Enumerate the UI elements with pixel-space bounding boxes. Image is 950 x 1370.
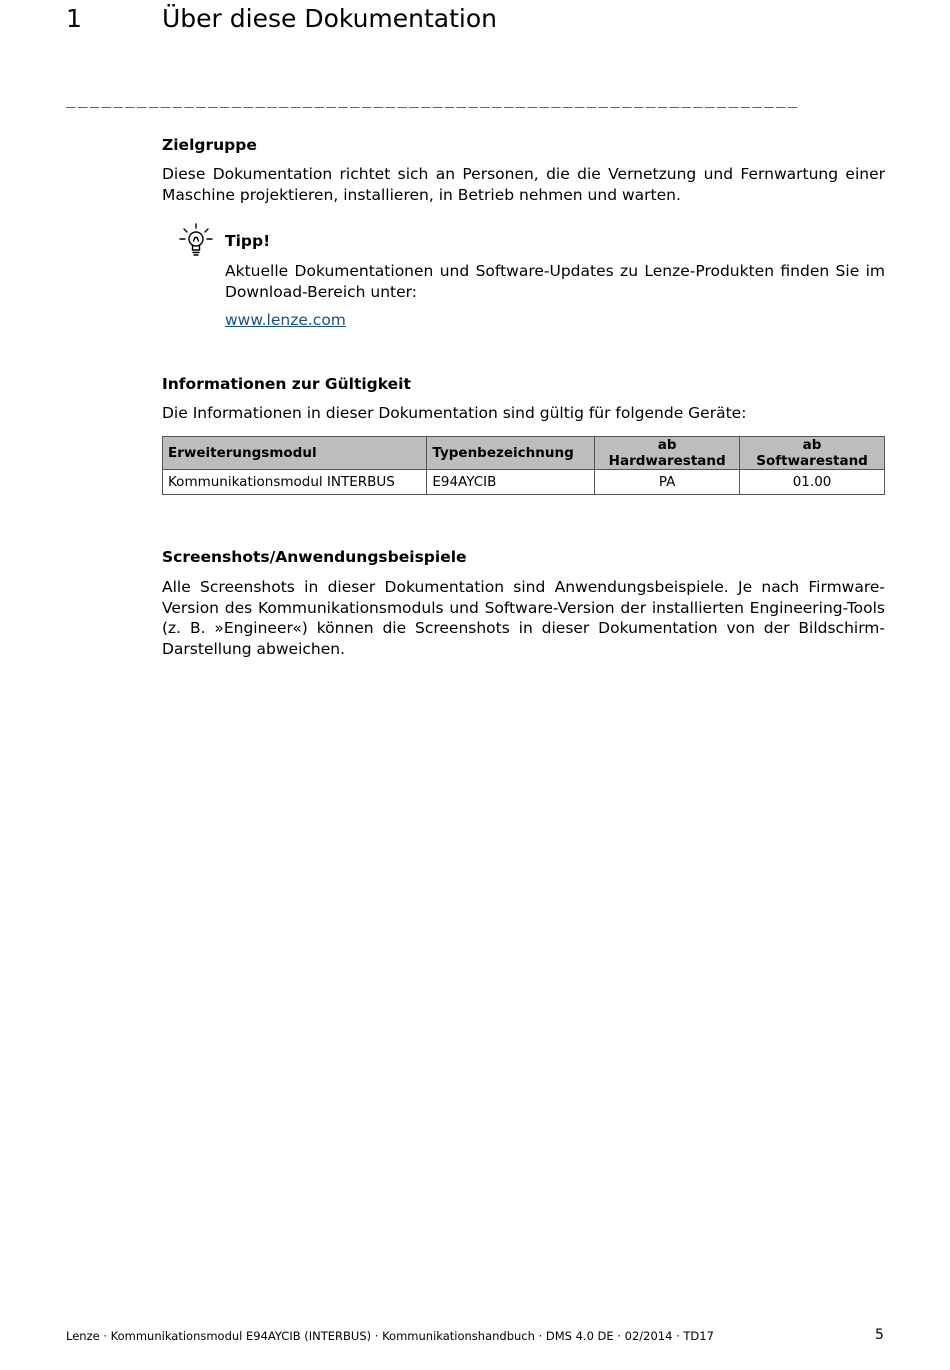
chapter-title: Über diese Dokumentation	[162, 4, 498, 33]
lightbulb-icon	[178, 222, 214, 258]
table-cell: 01.00	[740, 470, 885, 495]
table-header-row	[163, 437, 885, 470]
tip-text: Aktuelle Dokumentationen und Software-Updates zu Lenze-Produkten finden Sie im Download-Bereich unter:	[225, 262, 885, 301]
zielgruppe-heading: Zielgruppe	[162, 136, 257, 154]
column-header: ab Hardwarestand	[595, 437, 740, 470]
column-header: ab Softwarestand	[740, 437, 885, 470]
footer-text: Lenze · Kommunikationsmodul E94AYCIB (INTERBUS) · Kommunikationshandbuch · DMS 4.0 DE · 02/2014 · TD17	[66, 1329, 714, 1343]
tip-title: Tipp!	[225, 232, 271, 250]
column-header: Typenbezeichnung	[427, 437, 595, 470]
gueltigkeit-heading: Informationen zur Gültigkeit	[162, 375, 411, 393]
table-cell: Kommunikationsmodul INTERBUS	[163, 470, 427, 495]
validity-table	[162, 436, 885, 495]
screenshots-heading: Screenshots/Anwendungsbeispiele	[162, 548, 467, 566]
chapter-number: 1	[66, 4, 82, 33]
table-cell: PA	[595, 470, 740, 495]
column-header: Erweiterungsmodul	[163, 437, 427, 470]
table-cell: E94AYCIB	[427, 470, 595, 495]
header-separator: ______________________________________________________________	[66, 89, 800, 108]
page-number: 5	[875, 1327, 884, 1343]
screenshots-text: Alle Screenshots in dieser Dokumentation sind Anwendungsbeispiele. Je nach Firmware-Version des Kommunikationsmoduls und Software-Version der installierten Engineering-Tools (z. B. »Engineer«) können die Screenshots in dieser Dokumentation von der Bildschirm-Darstellung abweichen.	[162, 578, 885, 658]
gueltigkeit-text: Die Informationen in dieser Dokumentation sind gültig für folgende Geräte:	[162, 404, 747, 422]
zielgruppe-text: Diese Dokumentation richtet sich an Personen, die die Vernetzung und Fernwartung einer Maschine projektieren, installieren, in Betrieb nehmen und warten.	[162, 165, 885, 204]
lenze-website-link[interactable]: www.lenze.com	[225, 311, 346, 329]
table-row	[163, 470, 885, 495]
